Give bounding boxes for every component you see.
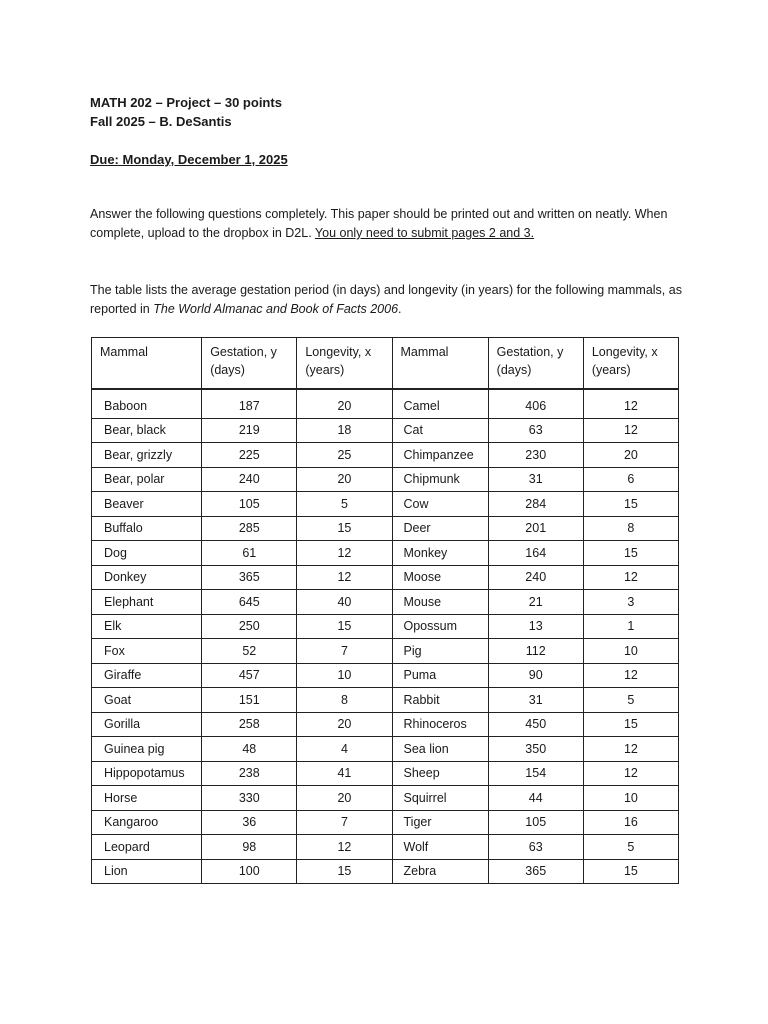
- gestation-cell: 450: [488, 712, 583, 737]
- longevity-cell: 8: [297, 688, 392, 713]
- longevity-cell: 12: [297, 541, 392, 566]
- gestation-cell: 100: [202, 859, 297, 884]
- longevity-cell: 20: [583, 443, 678, 468]
- mammal-data-table: [91, 337, 679, 884]
- gestation-cell: 44: [488, 786, 583, 811]
- longevity-cell: 1: [583, 614, 678, 639]
- table-row: [92, 639, 679, 664]
- gestation-cell: 250: [202, 614, 297, 639]
- mammal-name-cell: Elk: [92, 614, 202, 639]
- longevity-cell: 18: [297, 418, 392, 443]
- table-row: [92, 761, 679, 786]
- longevity-cell: 12: [583, 418, 678, 443]
- gestation-cell: 330: [202, 786, 297, 811]
- course-header: [90, 93, 282, 131]
- gestation-cell: 31: [488, 467, 583, 492]
- gestation-cell: 36: [202, 810, 297, 835]
- gestation-cell: 258: [202, 712, 297, 737]
- longevity-cell: 5: [583, 688, 678, 713]
- longevity-cell: 40: [297, 590, 392, 615]
- table-row: [92, 835, 679, 860]
- longevity-cell: 12: [297, 835, 392, 860]
- mammal-name-cell: Cow: [392, 492, 488, 517]
- mammal-name-cell: Hippopotamus: [92, 761, 202, 786]
- mammal-name-cell: Giraffe: [92, 663, 202, 688]
- mammal-name-cell: Lion: [92, 859, 202, 884]
- longevity-cell: 16: [583, 810, 678, 835]
- table-row: [92, 590, 679, 615]
- longevity-cell: 10: [583, 639, 678, 664]
- submission-note: You only need to submit pages 2 and 3.: [314, 226, 535, 240]
- mammal-name-cell: Fox: [92, 639, 202, 664]
- longevity-cell: 15: [583, 541, 678, 566]
- gestation-cell: 63: [488, 418, 583, 443]
- table-row: [92, 786, 679, 811]
- gestation-cell: 645: [202, 590, 297, 615]
- table-body: [92, 389, 679, 884]
- gestation-cell: 457: [202, 663, 297, 688]
- mammal-name-cell: Rhinoceros: [392, 712, 488, 737]
- gestation-cell: 105: [202, 492, 297, 517]
- gestation-cell: 164: [488, 541, 583, 566]
- intro-text-end: .: [398, 302, 402, 316]
- gestation-cell: 240: [488, 565, 583, 590]
- mammal-name-cell: Deer: [392, 516, 488, 541]
- gestation-cell: 63: [488, 835, 583, 860]
- longevity-cell: 15: [297, 614, 392, 639]
- table-row: [92, 712, 679, 737]
- table-row: [92, 688, 679, 713]
- header-longevity: Longevity, x (years): [297, 338, 392, 390]
- gestation-cell: 219: [202, 418, 297, 443]
- longevity-cell: 10: [583, 786, 678, 811]
- longevity-cell: 20: [297, 467, 392, 492]
- longevity-cell: 6: [583, 467, 678, 492]
- table-intro-paragraph: [90, 281, 690, 319]
- source-title: The World Almanac and Book of Facts 2006: [153, 302, 399, 316]
- longevity-cell: 20: [297, 389, 392, 418]
- mammal-name-cell: Mouse: [392, 590, 488, 615]
- longevity-cell: 5: [297, 492, 392, 517]
- longevity-cell: 41: [297, 761, 392, 786]
- header-longevity: Longevity, x (years): [583, 338, 678, 390]
- mammal-name-cell: Dog: [92, 541, 202, 566]
- gestation-cell: 365: [488, 859, 583, 884]
- table-row: [92, 389, 679, 418]
- mammal-name-cell: Elephant: [92, 590, 202, 615]
- gestation-cell: 31: [488, 688, 583, 713]
- gestation-cell: 52: [202, 639, 297, 664]
- mammal-name-cell: Squirrel: [392, 786, 488, 811]
- longevity-cell: 12: [583, 761, 678, 786]
- gestation-cell: 90: [488, 663, 583, 688]
- table-row: [92, 565, 679, 590]
- intro-text: The table lists the average gestation period (in days) and longevity (in years) for the following mammals, as reported in: [90, 283, 682, 316]
- mammal-name-cell: Bear, black: [92, 418, 202, 443]
- table-row: [92, 492, 679, 517]
- longevity-cell: 15: [583, 859, 678, 884]
- longevity-cell: 20: [297, 786, 392, 811]
- table-row: [92, 418, 679, 443]
- gestation-cell: 98: [202, 835, 297, 860]
- mammal-name-cell: Leopard: [92, 835, 202, 860]
- header-gestation: Gestation, y (days): [488, 338, 583, 390]
- gestation-cell: 61: [202, 541, 297, 566]
- longevity-cell: 12: [583, 565, 678, 590]
- gestation-cell: 285: [202, 516, 297, 541]
- mammal-name-cell: Wolf: [392, 835, 488, 860]
- mammal-name-cell: Chimpanzee: [392, 443, 488, 468]
- mammal-name-cell: Camel: [392, 389, 488, 418]
- mammal-name-cell: Buffalo: [92, 516, 202, 541]
- table-row: [92, 810, 679, 835]
- mammal-name-cell: Zebra: [392, 859, 488, 884]
- gestation-cell: 105: [488, 810, 583, 835]
- longevity-cell: 7: [297, 810, 392, 835]
- longevity-cell: 15: [297, 859, 392, 884]
- gestation-cell: 13: [488, 614, 583, 639]
- longevity-cell: 15: [583, 712, 678, 737]
- header-mammal: Mammal: [92, 338, 202, 390]
- longevity-cell: 7: [297, 639, 392, 664]
- gestation-cell: 284: [488, 492, 583, 517]
- table-row: [92, 541, 679, 566]
- mammal-name-cell: Chipmunk: [392, 467, 488, 492]
- mammal-name-cell: Donkey: [92, 565, 202, 590]
- table-row: [92, 443, 679, 468]
- table-row: [92, 859, 679, 884]
- gestation-cell: 240: [202, 467, 297, 492]
- mammal-name-cell: Monkey: [392, 541, 488, 566]
- gestation-cell: 238: [202, 761, 297, 786]
- gestation-cell: 201: [488, 516, 583, 541]
- table-row: [92, 614, 679, 639]
- longevity-cell: 8: [583, 516, 678, 541]
- longevity-cell: 15: [583, 492, 678, 517]
- mammal-name-cell: Bear, grizzly: [92, 443, 202, 468]
- longevity-cell: 15: [297, 516, 392, 541]
- gestation-cell: 230: [488, 443, 583, 468]
- gestation-cell: 350: [488, 737, 583, 762]
- mammal-name-cell: Gorilla: [92, 712, 202, 737]
- gestation-cell: 225: [202, 443, 297, 468]
- mammal-name-cell: Moose: [392, 565, 488, 590]
- longevity-cell: 12: [583, 663, 678, 688]
- mammal-name-cell: Pig: [392, 639, 488, 664]
- gestation-cell: 21: [488, 590, 583, 615]
- gestation-cell: 406: [488, 389, 583, 418]
- course-title: MATH 202 – Project – 30 points: [90, 95, 282, 110]
- gestation-cell: 187: [202, 389, 297, 418]
- mammal-name-cell: Tiger: [392, 810, 488, 835]
- due-date: Due: Monday, December 1, 2025: [90, 152, 288, 167]
- gestation-cell: 112: [488, 639, 583, 664]
- gestation-cell: 48: [202, 737, 297, 762]
- table-row: [92, 516, 679, 541]
- longevity-cell: 20: [297, 712, 392, 737]
- header-mammal: Mammal: [392, 338, 488, 390]
- longevity-cell: 12: [583, 389, 678, 418]
- longevity-cell: 4: [297, 737, 392, 762]
- mammal-name-cell: Sheep: [392, 761, 488, 786]
- table-header-row: [92, 338, 679, 390]
- mammal-name-cell: Kangaroo: [92, 810, 202, 835]
- gestation-cell: 365: [202, 565, 297, 590]
- mammal-name-cell: Puma: [392, 663, 488, 688]
- mammal-name-cell: Guinea pig: [92, 737, 202, 762]
- table-row: [92, 737, 679, 762]
- longevity-cell: 25: [297, 443, 392, 468]
- mammal-name-cell: Beaver: [92, 492, 202, 517]
- mammal-name-cell: Cat: [392, 418, 488, 443]
- mammal-name-cell: Opossum: [392, 614, 488, 639]
- table-row: [92, 663, 679, 688]
- mammal-name-cell: Goat: [92, 688, 202, 713]
- mammal-name-cell: Sea lion: [392, 737, 488, 762]
- instructions-text: Answer the following questions completely. This paper should be printed out and written on neatly. When complete, upload to the dropbox in D2L.: [90, 207, 668, 240]
- longevity-cell: 12: [583, 737, 678, 762]
- mammal-name-cell: Bear, polar: [92, 467, 202, 492]
- mammal-name-cell: Horse: [92, 786, 202, 811]
- gestation-cell: 154: [488, 761, 583, 786]
- table-row: [92, 467, 679, 492]
- mammal-name-cell: Baboon: [92, 389, 202, 418]
- longevity-cell: 10: [297, 663, 392, 688]
- longevity-cell: 3: [583, 590, 678, 615]
- course-term-instructor: Fall 2025 – B. DeSantis: [90, 114, 232, 129]
- instructions-paragraph: [90, 205, 690, 243]
- mammal-name-cell: Rabbit: [392, 688, 488, 713]
- longevity-cell: 5: [583, 835, 678, 860]
- gestation-cell: 151: [202, 688, 297, 713]
- longevity-cell: 12: [297, 565, 392, 590]
- header-gestation: Gestation, y (days): [202, 338, 297, 390]
